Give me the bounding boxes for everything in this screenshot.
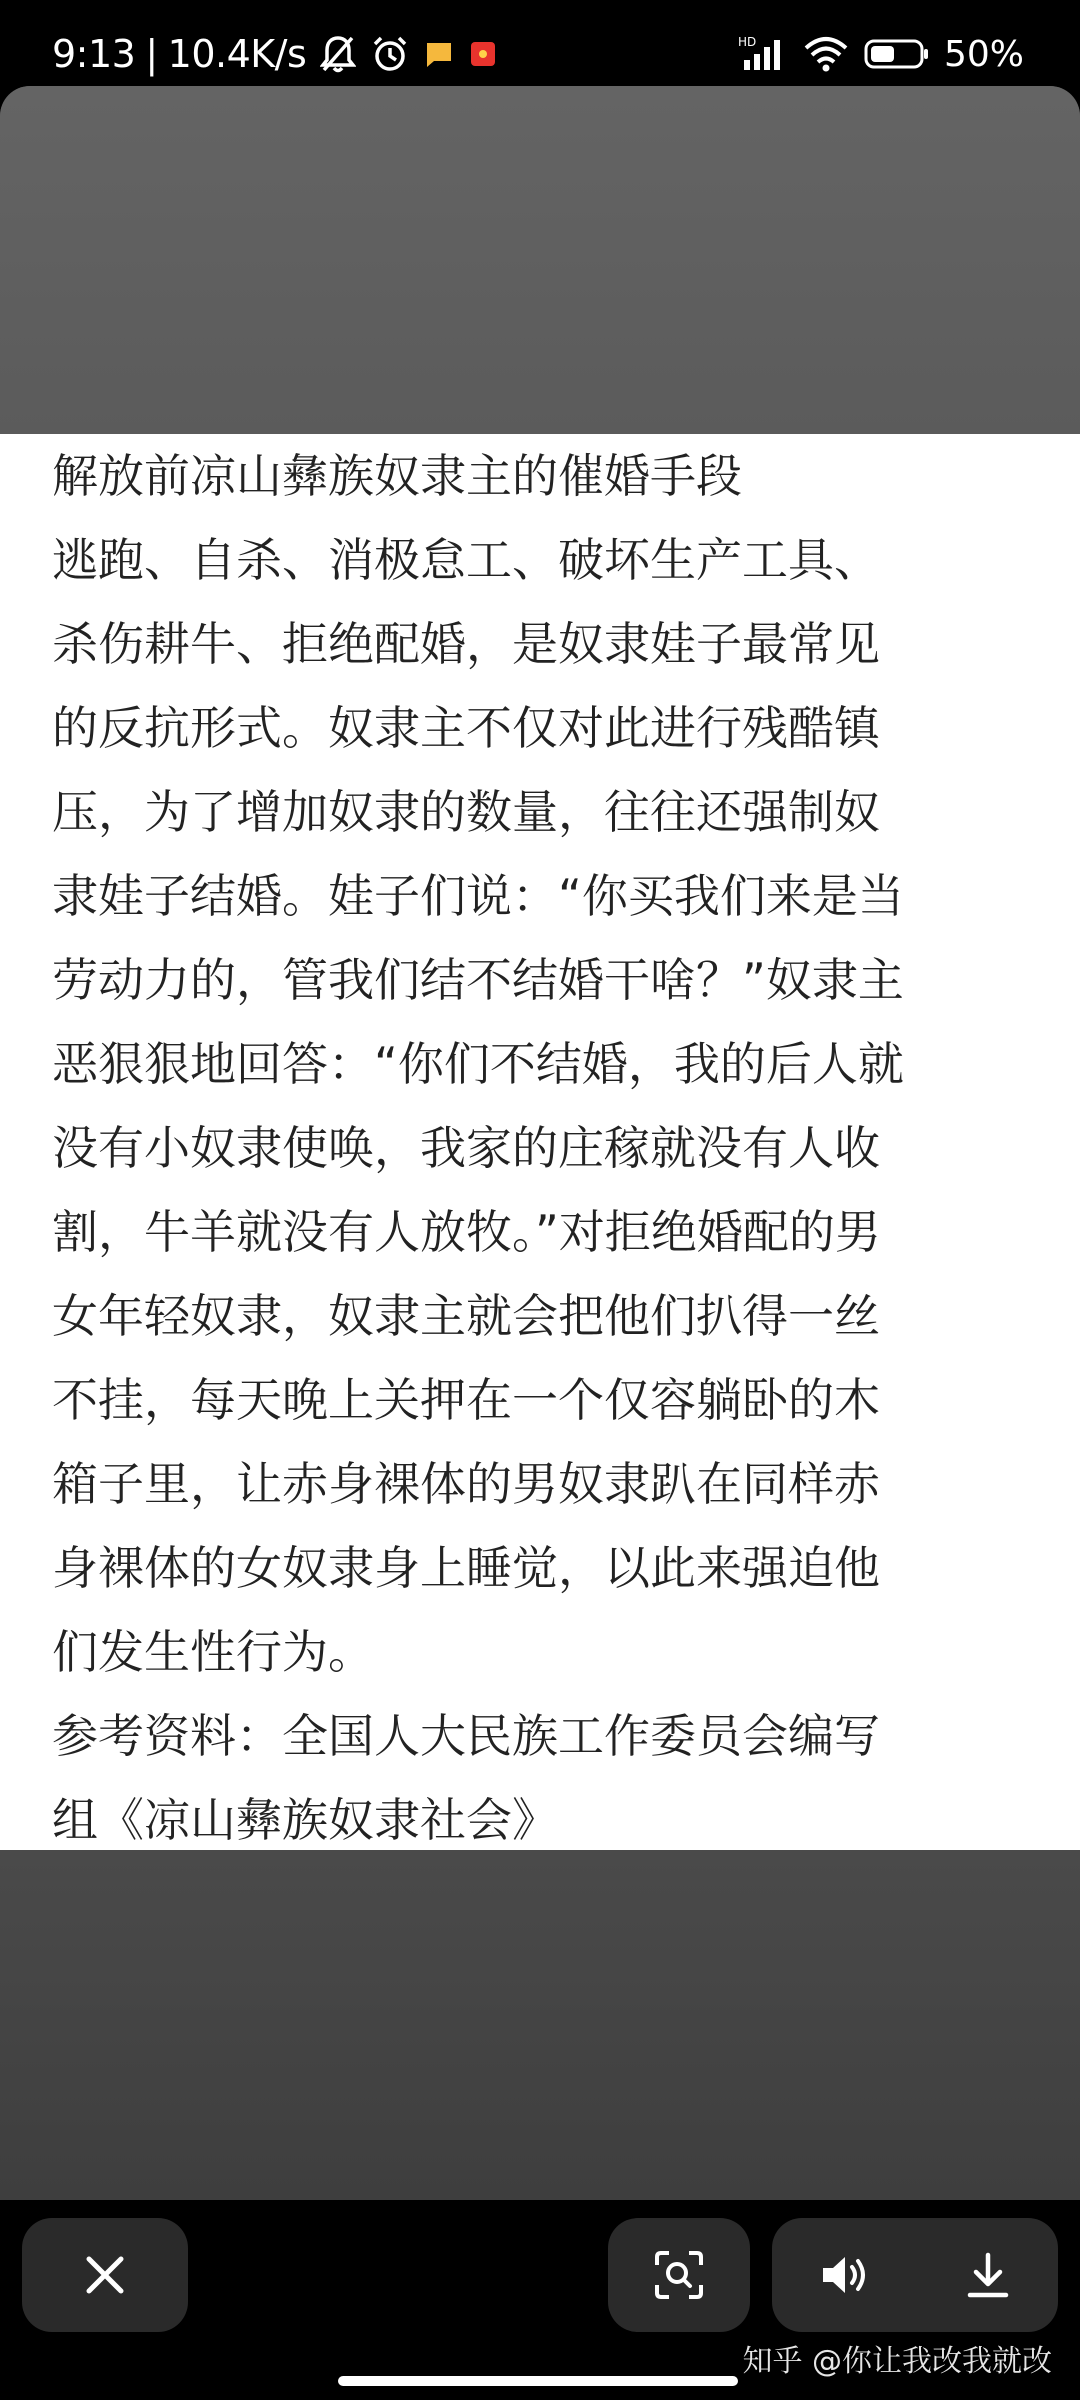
close-button[interactable]	[22, 2218, 188, 2332]
text-line: 的反抗形式。奴隶主不仅对此进行残酷镇	[52, 701, 880, 755]
text-line: 杀伤耕牛、拒绝配婚，是奴隶娃子最常见	[52, 617, 880, 671]
visual-search-button[interactable]	[608, 2218, 750, 2332]
image-viewer[interactable]	[0, 86, 1080, 2200]
bottom-controls	[0, 2200, 1080, 2400]
bell-muted-icon	[320, 34, 356, 74]
scan-search-icon	[653, 2249, 705, 2301]
red-app-notification-icon	[468, 39, 498, 69]
volume-button[interactable]	[819, 2251, 871, 2299]
status-right	[738, 26, 1024, 82]
media-actions-group	[772, 2218, 1058, 2332]
text-line: 身裸体的女奴隶身上睡觉，以此来强迫他	[52, 1541, 880, 1595]
text-image[interactable]	[0, 434, 1080, 1850]
hd-signal-icon	[738, 34, 788, 74]
battery-icon	[864, 36, 930, 72]
text-line: 女年轻奴隶，奴隶主就会把他们扒得一丝	[52, 1289, 880, 1343]
status-left	[52, 26, 498, 82]
viewer-top-backdrop	[0, 86, 1080, 434]
text-line: 们发生性行为。	[52, 1625, 374, 1679]
zhihu-watermark: 知乎 @你让我改我就改	[742, 2344, 1052, 2379]
wifi-icon	[802, 34, 850, 74]
network-speed: 10.4K/s	[167, 32, 307, 76]
text-line: 割，牛羊就没有人放牧。”对拒绝婚配的男	[52, 1205, 881, 1259]
text-line: 解放前凉山彝族奴隶主的催婚手段	[52, 449, 742, 503]
text-line: 压，为了增加奴隶的数量，往往还强制奴	[52, 785, 880, 839]
download-icon	[964, 2251, 1012, 2299]
status-time: 9:13	[52, 32, 136, 76]
status-separator: |	[145, 32, 158, 76]
download-button[interactable]	[964, 2251, 1012, 2299]
status-bar	[0, 0, 1080, 100]
text-line: 劳动力的，管我们结不结婚干啥？”奴隶主	[52, 953, 904, 1007]
text-line: 隶娃子结婚。娃子们说：“你买我们来是当	[52, 869, 904, 923]
close-icon	[83, 2253, 127, 2297]
text-line: 没有小奴隶使唤，我家的庄稼就没有人收	[52, 1121, 880, 1175]
svg-text:HD: HD	[737, 35, 757, 49]
message-notification-icon	[424, 39, 454, 69]
viewer-bottom-backdrop	[0, 1850, 1080, 2200]
text-line: 箱子里，让赤身裸体的男奴隶趴在同样赤	[52, 1457, 880, 1511]
speaker-icon	[819, 2251, 871, 2299]
home-indicator[interactable]	[338, 2376, 738, 2386]
battery-percent: 50%	[943, 33, 1024, 75]
text-line: 组《凉山彝族奴隶社会》	[52, 1793, 558, 1847]
text-line: 不挂，每天晚上关押在一个仅容躺卧的木	[52, 1373, 880, 1427]
text-line: 参考资料：全国人大民族工作委员会编写	[52, 1709, 880, 1763]
image-text-body	[52, 434, 1042, 1862]
text-line: 恶狠狠地回答：“你们不结婚，我的后人就	[52, 1037, 904, 1091]
text-line: 逃跑、自杀、消极怠工、破坏生产工具、	[52, 533, 880, 587]
alarm-clock-icon	[370, 34, 410, 74]
